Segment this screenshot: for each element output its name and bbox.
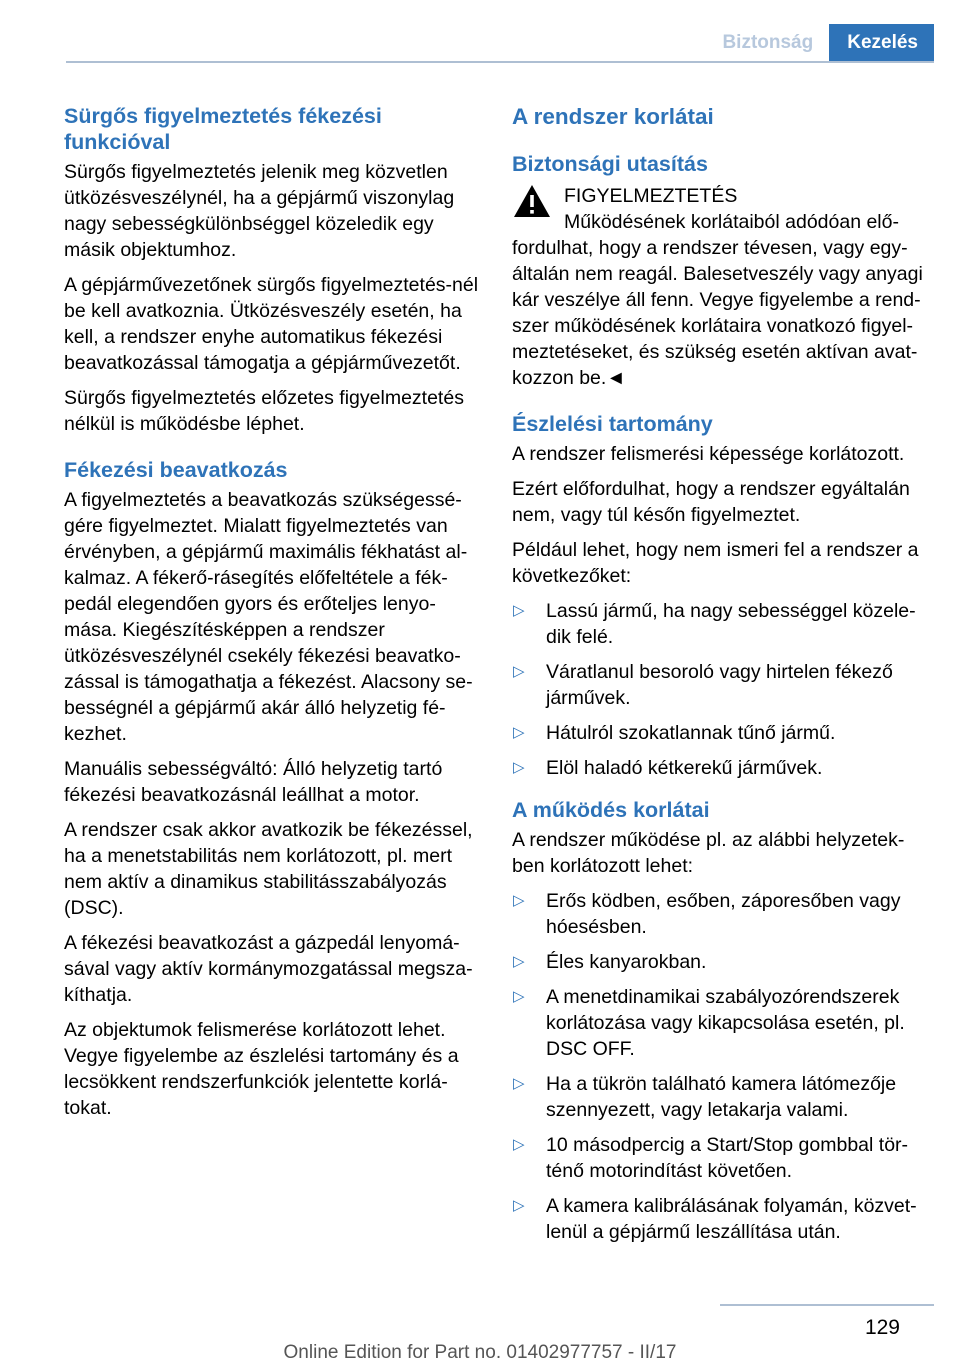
list-item: ▷ Lassú jármű, ha nagy sebességgel közele-dik felé.: [513, 600, 916, 648]
triangle-bullet-icon: ▷: [513, 663, 525, 680]
paragraph: A rendszer csak akkor avatkozik be fékezéssel, ha a menetstabilitás nem korlátozott, pl. mert nem aktív a dinamikus stabilitásszabályozás (DSC).: [64, 819, 473, 919]
triangle-bullet-icon: ▷: [513, 1197, 525, 1214]
list-item: ▷ Erős ködben, esőben, záporesőben vagy hóesésben.: [513, 890, 901, 938]
heading-brake-intervention: Fékezési beavatkozás: [64, 458, 288, 482]
paragraph: Sürgős figyelmeztetés előzetes figyelmeztetés nélkül is működésbe léphet.: [64, 387, 464, 435]
right-column: [512, 103, 928, 1254]
paragraph: Sürgős figyelmeztetés jelenik meg közvetlen ütközésveszélynél, ha a gépjármű viszonylag nagy sebességkülönbséggel közeledik egy másik objektumhoz.: [64, 161, 455, 261]
heading-function-limits: A működés korlátai: [512, 798, 710, 822]
triangle-bullet-icon: ▷: [513, 1075, 525, 1092]
paragraph: Az objektumok felismerése korlátozott lehet. Vegye figyelembe az észlelési tartomány és a lecsökkent rendszerfunkciók jelentette korlá-tokat.: [64, 1019, 459, 1119]
paragraph: A rendszer felismerési képessége korlátozott.: [512, 443, 905, 465]
list-item: ▷ Ha a tükrön található kamera látómezője szennyezett, vagy letakarja valami.: [513, 1073, 897, 1121]
paragraph: A fékezési beavatkozást a gázpedál lenyomá-sával vagy aktív kormánymozgatással megsza-kíthatja.: [64, 932, 473, 1006]
triangle-bullet-icon: ▷: [513, 724, 525, 741]
heading-system-limits: A rendszer korlátai: [512, 104, 714, 129]
tab-kezeles[interactable]: Kezelés: [829, 24, 934, 62]
list-item: ▷ Elöl haladó kétkerekű járművek.: [513, 757, 823, 779]
warning-body: Működésének korlátaiból adódóan elő-fordulhat, hogy a rendszer tévesen, vagy egy-általán nem reagál. Balesetveszély vagy anyagi kár veszélye áll fenn. Vegye figyelembe a rend-szer működésének korlátaira vonatkozó figyel-meztetéseket, és szükség esetén aktívan avat-kozzon be.◄: [512, 211, 923, 389]
warning-title: FIGYELMEZTETÉS: [564, 185, 738, 207]
page-number: 129: [864, 1316, 900, 1339]
triangle-bullet-icon: ▷: [513, 1136, 525, 1153]
triangle-bullet-icon: ▷: [513, 602, 525, 619]
list-item: ▷ Váratlanul besoroló vagy hirtelen fékező járművek.: [513, 661, 893, 709]
list-item: ▷ A kamera kalibrálásának folyamán, közvet-lenül a gépjármű leszállítása után.: [513, 1195, 917, 1243]
list-item: ▷ A menetdinamikai szabályozórendszerek korlátozása vagy kikapcsolása esetén, pl. DSC OFF.: [513, 986, 905, 1060]
triangle-bullet-icon: ▷: [513, 988, 525, 1005]
left-column: [64, 103, 480, 1130]
list-item: ▷ Éles kanyarokban.: [513, 951, 707, 973]
paragraph: A rendszer működése pl. az alábbi helyzetek-ben korlátozott lehet:: [512, 829, 905, 877]
paragraph: A gépjárművezetőnek sürgős figyelmeztetés-nél be kell avatkoznia. Ütközésveszély esetén, ha kell, a rendszer enyhe automatikus fékezési beavatkozással támogatja a gépjárművezetőt.: [64, 274, 479, 374]
list-function-limits: [512, 888, 928, 1245]
header-rule: [66, 61, 934, 63]
triangle-bullet-icon: ▷: [513, 953, 525, 970]
heading-safety-instruction: Biztonsági utasítás: [512, 152, 708, 176]
list-item: ▷ 10 másodpercig a Start/Stop gombbal tör-ténő motorindítást követően.: [513, 1134, 909, 1182]
list-detection-limits: [512, 598, 928, 781]
warning-block: [512, 183, 928, 391]
list-item: ▷ Hátulról szokatlannak tűnő jármű.: [513, 722, 836, 744]
triangle-bullet-icon: ▷: [513, 759, 525, 776]
paragraph: Manuális sebességváltó: Álló helyzetig tartó fékezési beavatkozásnál leállhat a motor.: [64, 758, 443, 806]
warning-triangle-icon: [512, 183, 552, 219]
paragraph: A figyelmeztetés a beavatkozás szükségessé-gére figyelmeztet. Mialatt figyelmeztetés van érvényben, a gépjármű maximális fékhatást al-kalmaz. A fékerő-rásegítés előfeltétele a fék-pedál elegendően gyors és erőteljes lenyo-mása. Kiegészítésképpen a rendszer ütközésveszélynél csekély fékezési beavatko-zással is támogathatja a fékezést. Alacsony se-bességnél a gépjármű akár álló helyzetig fé-kezhet.: [64, 489, 473, 745]
heading-urgent-warning: Sürgős figyelmeztetés fékezési funkcióval: [64, 104, 382, 154]
triangle-bullet-icon: ▷: [513, 892, 525, 909]
tab-biztonsag[interactable]: Biztonság: [722, 32, 814, 53]
paragraph: Például lehet, hogy nem ismeri fel a rendszer a következőket:: [512, 539, 919, 587]
footer-rule: [720, 1304, 934, 1306]
paragraph: Ezért előfordulhat, hogy a rendszer egyáltalán nem, vagy túl későn figyelmeztet.: [512, 478, 910, 526]
header-tabs: [706, 24, 934, 62]
heading-detection-range: Észlelési tartomány: [512, 412, 713, 436]
edition-footer: Online Edition for Part no. 01402977757 - II/17: [283, 1342, 677, 1363]
